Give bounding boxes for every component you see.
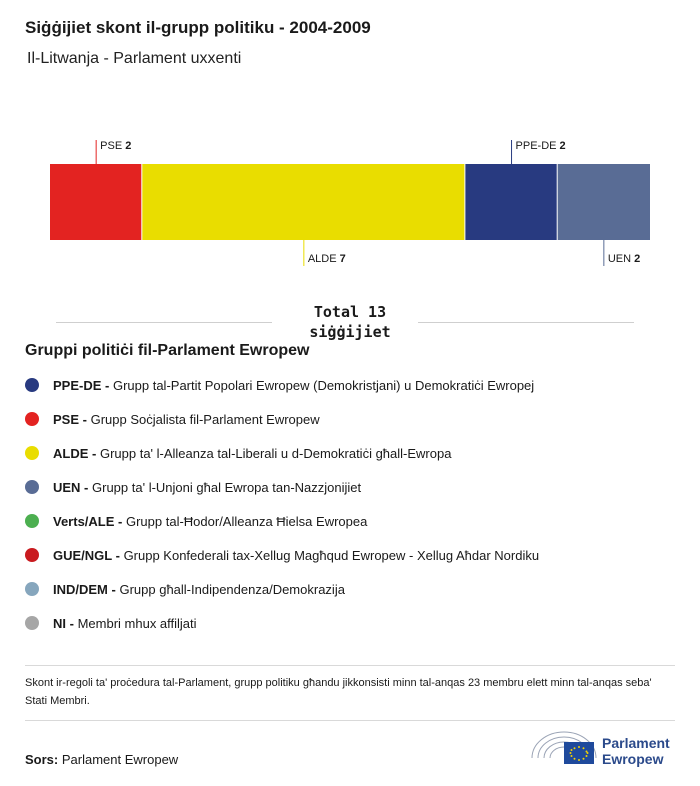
legend-item [25,436,539,470]
total-right-divider [418,322,634,323]
bar-segment-uen [558,164,650,240]
total-seats-label [300,302,400,342]
legend-desc: Grupp Soċjalista fil-Parlament Ewropew [90,411,320,427]
logo-wordmark [602,735,670,767]
legend-abbr: Verts/ALE - [53,513,123,529]
legend-color-dot [25,480,39,494]
legend-item [25,538,539,572]
legend-color-dot [25,616,39,630]
legend-desc: Grupp tal-Partit Popolari Ewropew (Demokristjani) u Demokratiċi Ewropej [112,377,535,393]
legend-item [25,504,539,538]
legend-abbr: NI - [53,615,74,631]
legend-abbr: UEN - [53,479,89,495]
legend-desc: Grupp ta' l-Unjoni għal Ewropa tan-Nazzjonijiet [92,479,362,495]
total-left-divider [56,322,272,323]
legend-color-dot [25,582,39,596]
bar-segment-pse [50,164,141,240]
legend-abbr: IND/DEM - [53,581,116,597]
legend-abbr: PSE - [53,411,87,427]
legend-color-dot [25,548,39,562]
data-label-alde: ALDE 7 [307,253,346,265]
legend-title: Gruppi politiċi fil-Parlament Ewropew [25,342,310,359]
data-label-uen: UEN 2 [607,253,641,265]
source-line [25,752,178,767]
legend [25,368,539,640]
source-value: Parlament Ewropew [61,752,179,767]
legend-item [25,470,539,504]
source-label: Sors: [25,752,59,767]
total-seats-line1: Total 13 [313,303,387,321]
legend-item [25,606,539,640]
legend-item [25,368,539,402]
footnote: Skont ir-regoli ta' proċedura tal-Parlament, grupp politiku għandu jikkonsisti minn tal-anqas 23 membru elett minn tal-anqas seba' Stati Membri. [25,665,675,721]
stacked-seat-bar-chart [0,0,700,300]
total-seats-line2: siġġijiet [309,323,391,341]
bar-segment-ppe-de [465,164,556,240]
legend-abbr: PPE-DE - [53,377,110,393]
legend-desc: Grupp tal-Ħodor/Alleanza Ħielsa Ewropea [125,513,368,529]
legend-color-dot [25,446,39,460]
legend-desc: Grupp Konfederali tax-Xellug Magħqud Ewropew - Xellug Aħdar Nordiku [123,547,540,563]
legend-color-dot [25,514,39,528]
legend-abbr: GUE/NGL - [53,547,120,563]
legend-color-dot [25,378,39,392]
legend-item [25,402,539,436]
logo-line2: Ewropew [602,751,664,767]
legend-desc: Membri mhux affiljati [77,615,197,631]
legend-desc: Grupp għall-Indipendenza/Demokrazija [119,581,345,597]
logo-line1: Parlament [602,735,670,751]
bar-segment-alde [142,164,464,240]
chart-subtitle: Il-Litwanja - Parlament uxxenti [27,50,242,67]
legend-item [25,572,539,606]
data-label-ppe-de: PPE-DE 2 [515,140,566,152]
chart-title: Siġġijiet skont il-grupp politiku - 2004-2009 [25,18,371,37]
legend-desc: Grupp ta' l-Alleanza tal-Liberali u d-Demokratiċi għall-Ewropa [99,445,452,461]
legend-abbr: ALDE - [53,445,97,461]
data-label-pse: PSE 2 [100,140,132,152]
legend-color-dot [25,412,39,426]
